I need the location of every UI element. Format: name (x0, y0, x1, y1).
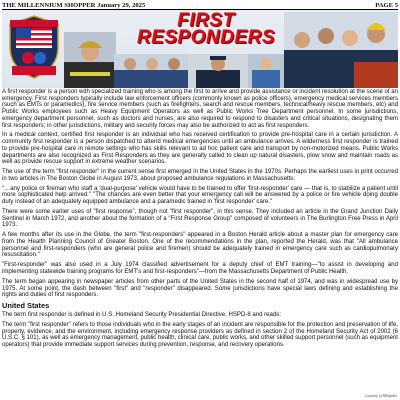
banner-title (116, 12, 296, 46)
title-line-1: FIRST (177, 10, 235, 31)
title-line-2: RESPONDERS (136, 27, 276, 48)
responder-team-photo (284, 12, 398, 88)
paragraph-boston-herald: A few months after its use in the Globe, the term "first-responders" appeared in a Boston Herald article about a master plan for emergency care from the Health Planning Council of Greater Boston. One of the recommendations in the plan, reported the Herald, was that "All ambulance personnel and first-responders (who are general police and firemen) should be adequately trained in emergency care such as cardiopulmonary resuscitation." (2, 232, 398, 259)
seal-bottom-text-2: THANK YOU! (24, 71, 44, 75)
masthead-title: THE MILLENNIUM SHOPPER (2, 1, 96, 9)
paragraph-medical-context: In a medical context, certified first responder is an individual who has received certification to provide pre-hospital care in a certain jurisdiction. A community first responder is a person dispatched to attend medical emergencies until an ambulance arrives. A wilderness first responder is trained to provide pre-hospital care in remote settings who has skills relevant to ad hoc patient care and transport by non-motorized means. Public Works departments are also recognized as First Responders as they are generally called to clean up natural disasters, plow snow and maintain roads as well as provide rescue support in extreme weather scenarios. (2, 132, 398, 166)
paragraph-classified-ad: "First-responder" was also used in a July 1974 classified advertisement for a deputy chief of EMT training—"to assist in developing and implementing statewide training programs for EMT's and first-responders"—from the Massachusetts Department of Public Health. (2, 262, 398, 275)
police-officer-photo (188, 54, 248, 88)
paragraph-hspd8: The term first responder is defined in U.S. Homeland Security Presidential Directive, HSPD-8 and reads: (2, 312, 281, 319)
paragraph-term-origin: The use of the term "first responder" in the current sense first emerged in the United States in the 1970s. Perhaps the earliest uses in print occurred in two articles in The Boston Globe in August 1973, about proposed ambulance regulations in Massachusetts: (2, 169, 398, 182)
seal-bottom-text-1: PUTTING OTHERS FIRST (14, 67, 54, 71)
paragraph-widespread-use: The term began appearing in newspaper articles from other parts of the United States in the second half of 1974, and was in widespread use by 1975. At some point, the dash between "first" and "responder" disappeared. Some jurisdictions have special laws defining and establishing the rights and duties of first responders. (2, 278, 398, 299)
masthead (2, 2, 145, 9)
section-heading-united-states: United States (2, 301, 50, 311)
emt-group-photo (114, 54, 188, 88)
paragraph-earlier-uses: There were some earlier uses of "first response", though not "first responder", in this sense. They included an article in the Grand Junction Daily Sentinel in March 1972, and another about the formation of a "First Response Group" composed of volunteers in The Burlington Free Press in April 1973. (2, 209, 398, 229)
page-header (2, 1, 398, 9)
article-body (2, 89, 398, 352)
page-number: PAGE 5 (375, 1, 398, 9)
banner (2, 10, 398, 88)
paragraph-definition: A first responder is a person with specialized training who is among the first to arrive and provide assistance or incident resolution at the scene of an emergency. First responders typically include law enforcement officers (commonly known as police officers), emergency medical services members (such as EMTs or paramedics), fire service members (such as firefighters, search and rescue members, technical/heavy rescue members, etc) and Public Works employees such as Heavy Equipment Operators as well as Public Works Tree Department personnel. In some jurisdictions, emergency department personnel, such as doctors and nurses, are also required to respond to disasters and critical situations, designating them first responders; in other jurisdictions, military and security forces may also be authorized to act as first responders. (2, 89, 398, 129)
paragraph-hspd8-definition: The term "first responder" refers to those individuals who in the early stages of an incident are responsible for the protection and preservation of life, property, evidence, and the environment, including emergency response providers as defined in section 2 of the Homeland Security Act of 2002 (6 U.S.C. § 101), as well as emergency management, public health, clinical care, public works, and other skilled support personnel (such as equipment operators) that provide immediate support services during prevention, response, and recovery operations. (2, 322, 398, 349)
image-credit: Courtesy of Wikipedia (365, 394, 397, 398)
firefighter-photo (64, 32, 116, 88)
medic-photo (248, 54, 284, 88)
paragraph-globe-quote: "…any police or fireman who staff a 'dual-purpose' vehicle would have to be trained to offer 'first-responder' care — that is, to stabilize a patient until more sophisticated help arrived." "The chances are even better that your emergency call will be answered by a police or fire vehicle doing double duty instead of an adequately equipped ambulance and a paramedic trained in 'first responder' care." (2, 185, 398, 206)
first-responders-seal-icon (6, 14, 62, 80)
issue-date: January 29, 2025 (97, 1, 146, 9)
seal-top-text: FIRST RESPONDERS (17, 22, 51, 26)
